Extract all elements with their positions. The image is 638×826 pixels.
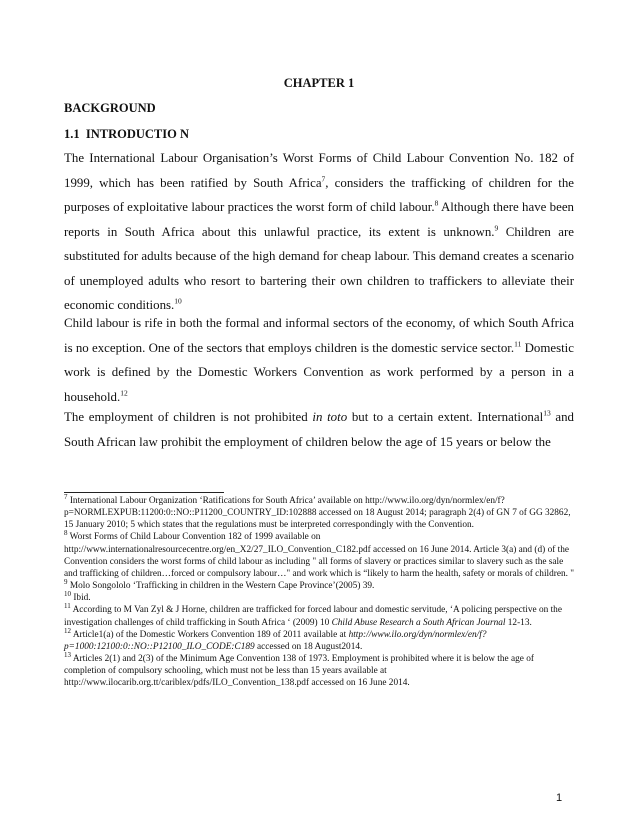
footnote-text: Article1(a) of the Domestic Workers Convention 189 of 2011 available at bbox=[72, 629, 349, 640]
footnote-number: 7 bbox=[64, 492, 68, 501]
footnote-8 bbox=[64, 531, 576, 580]
paragraph-1 bbox=[64, 146, 574, 318]
footnote-ref[interactable]: 13 bbox=[543, 408, 551, 418]
section-heading-background: BACKGROUND bbox=[64, 101, 156, 115]
footnote-number: 8 bbox=[64, 529, 68, 538]
footnote-separator bbox=[64, 492, 224, 493]
footnote-text: Articles 2(1) and 2(3) of the Minimum Age Convention 138 of 1973. Employment is prohibited where it is below the age of completion of compulsory schooling, which must not be less than 15 years available at http://www.ilocarib.org.tt/cariblex/pdfs/ILO_Convention_138.pdf accessed on 16 June 2014. bbox=[64, 654, 534, 689]
footnote-number: 9 bbox=[64, 578, 68, 586]
chapter-title: CHAPTER 1 bbox=[283, 76, 355, 90]
footnote-ref[interactable]: 9 bbox=[494, 223, 499, 233]
paragraph-text: Children are substituted for adults because of the high demand for cheap labour. This demand creates a scenario of unemployed adults who resort to bartering their own children to traffickers to alleviate their economic conditions. bbox=[64, 224, 575, 312]
footnote-number: 11 bbox=[64, 602, 71, 611]
paragraph-text: Child labour is rife in both the formal and informal sectors of the economy, of which South Africa is no exception. One of the sectors that employs children is the domestic service sector. bbox=[64, 316, 574, 355]
italic-term: in toto bbox=[312, 410, 348, 424]
footnote-number: 13 bbox=[64, 650, 71, 659]
paragraph-text: but to a certain extent. International bbox=[347, 410, 544, 424]
paragraph-text: Domestic work is defined by the Domestic Workers Convention as work performed by a person in a household. bbox=[64, 340, 574, 404]
section-heading-introduction bbox=[64, 127, 189, 142]
paragraph-text: Although there have been reports in South Africa about this unlawful practice, its extent is unknown. bbox=[64, 200, 574, 239]
section-number: 1.1 bbox=[64, 127, 80, 141]
footnote-italic: Child Abuse Research a South African Journal bbox=[331, 617, 506, 628]
section-title: INTRODUCTIO N bbox=[85, 127, 190, 141]
footnote-text: International Labour Organization ‘Ratifications for South Africa’ available on http://www.ilo.org/dyn/normlex/en/f?p=NORMLEXPUB:11200:0::NO::P11200_COUNTRY_ID:102888 accessed on 18 August 2014; paragraph 2(4) of GN 7 of GG 32862, 15 January 2010; 5 which states that the regulations must be interpreted correspondingly with the Convention. bbox=[64, 496, 571, 531]
footnote-11 bbox=[64, 604, 576, 628]
footnote-10 bbox=[64, 592, 576, 604]
footnote-number: 12 bbox=[64, 626, 71, 635]
footnote-13 bbox=[64, 650, 576, 689]
paragraph-text: , considers the trafficking of children for the purposes of exploitative labour practices the worst form of child labour. bbox=[64, 175, 574, 214]
paragraph-text: and South African law prohibit the employment of children below the age of 15 years or below the bbox=[64, 410, 574, 449]
footnote-text: According to M Van Zyl & J Horne, children are trafficked for forced labour and domestic servitude, ‘A policing perspective on the investigation challenges of child trafficking in South Africa ‘ (2009) 10 bbox=[64, 605, 562, 628]
paragraph-text: The International Labour Organisation’s Worst Forms of Child Labour Convention No. 182 of 1999, which has been ratified by South Africa bbox=[64, 151, 574, 190]
footnote-ref[interactable]: 12 bbox=[120, 388, 128, 398]
footnote-ref[interactable]: 11 bbox=[514, 339, 522, 349]
footnote-9 bbox=[64, 580, 576, 592]
footnote-text: accessed on 18 August2014. bbox=[254, 641, 363, 652]
footnote-12 bbox=[64, 626, 576, 653]
footnote-7 bbox=[64, 492, 576, 531]
footnote-text: Ibid. bbox=[73, 593, 91, 604]
footnote-text: Molo Songololo ‘Trafficking in children in the Western Cape Province’(2005) 39. bbox=[69, 581, 375, 592]
footnote-ref[interactable]: 7 bbox=[321, 174, 326, 184]
footnote-link[interactable]: http://www.ilo.org/dyn/normlex/en/f?p=1000:12100:0::NO::P12100_ILO_CODE:C189 bbox=[64, 629, 487, 652]
footnote-text: 12-13. bbox=[505, 617, 532, 628]
footnote-text: Worst Forms of Child Labour Convention 182 of 1999 available on http://www.internationalresourcecentre.org/en_X2/27_ILO_Convention_C182.pdf accessed on 16 June 2014. Article 3(a) and (d) of the Convention considers the worst forms of child labour as including " all forms of slavery or practices similar to slavery such as the sale and trafficking of children…forced or compulsory labour…" and work which is “likely to harm the health, safety or morals of children. " bbox=[64, 532, 575, 579]
paragraph-text: The employment of children is not prohibited bbox=[64, 410, 313, 424]
footnote-ref[interactable]: 8 bbox=[434, 198, 439, 208]
footnote-number: 10 bbox=[64, 590, 71, 599]
paragraph-3 bbox=[64, 405, 574, 454]
footnote-ref[interactable]: 10 bbox=[174, 296, 182, 306]
page-number: 1 bbox=[556, 792, 563, 804]
paragraph-2 bbox=[64, 311, 574, 409]
footnotes bbox=[64, 492, 576, 690]
